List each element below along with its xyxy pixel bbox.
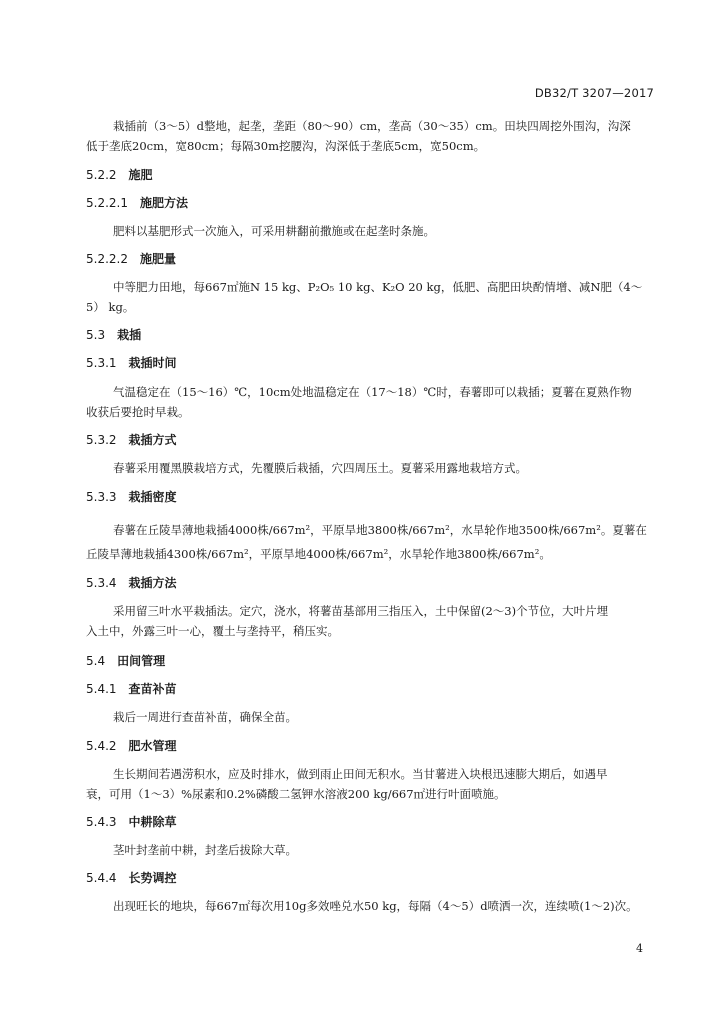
heading-5-3-1 <box>86 354 177 371</box>
standard-code: DB32/T 3207—2017 <box>534 86 654 100</box>
paragraph-fertilizing-method <box>86 221 656 241</box>
heading-5-3-3 <box>86 488 177 505</box>
paragraph-line: 采用留三叶水平栽插法。定穴，浇水，将薯苗基部用三指压入，土中保留(2～3)个节位，大叶片埋 <box>113 604 609 618</box>
paragraph-line: 生长期间若遇涝积水，应及时排水，做到雨止田间无积水。当甘薯进入块根迅速膨大期后，如遇早 <box>113 767 608 781</box>
heading-5-2-2 <box>86 166 153 183</box>
heading-title: 栽插方式 <box>128 433 177 447</box>
page-number: 4 <box>636 942 643 955</box>
paragraph-planting-style <box>86 458 656 478</box>
paragraph-water-fertilizer <box>86 764 656 804</box>
paragraph-line: 收获后要抢时早栽。 <box>86 405 190 419</box>
paragraph-line: 茎叶封垄前中耕，封垄后拔除大草。 <box>113 843 297 857</box>
heading-title: 施肥量 <box>139 252 176 266</box>
heading-number: 5.3.4 <box>86 576 117 590</box>
heading-title: 栽插 <box>117 328 142 342</box>
heading-title: 施肥方法 <box>139 196 188 210</box>
paragraph-line: 肥料以基肥形式一次施入，可采用耕翻前撒施或在起垄时条施。 <box>113 224 435 238</box>
heading-number: 5.3 <box>86 328 106 342</box>
paragraph-line: 入土中，外露三叶一心，覆土与垄持平，稍压实。 <box>86 624 339 638</box>
paragraph-line: 气温稳定在（15～16）℃，10cm处地温稳定在（17～18）℃时，春薯即可以栽插；夏薯在夏熟作物 <box>113 385 632 399</box>
paragraph-line: 低于垄底20cm，宽80cm；每隔30m挖腰沟，沟深低于垄底5cm，宽50cm。 <box>86 139 486 153</box>
heading-title: 查苗补苗 <box>128 682 177 696</box>
heading-number: 5.4 <box>86 654 106 668</box>
paragraph-line: 春薯在丘陵旱薄地栽插4000株/667m²，平原旱地3800株/667m²，水旱轮作地3500株/667m²。夏薯在 <box>113 523 647 537</box>
heading-title: 栽插方法 <box>128 576 177 590</box>
heading-title: 肥水管理 <box>128 739 177 753</box>
heading-number: 5.2.2 <box>86 168 117 182</box>
paragraph-growth-control <box>86 896 656 916</box>
heading-number: 5.4.4 <box>86 871 117 885</box>
paragraph-weeding <box>86 840 656 860</box>
heading-title: 田间管理 <box>117 654 166 668</box>
heading-5-4 <box>86 652 165 669</box>
paragraph-planting-density <box>86 518 656 566</box>
heading-5-3-2 <box>86 431 177 448</box>
heading-title: 栽插密度 <box>128 490 177 504</box>
paragraph-ridging <box>86 116 656 156</box>
paragraph-line: 春薯采用覆黑膜栽培方式，先覆膜后栽插，穴四周压土。夏薯采用露地栽培方式。 <box>113 461 527 475</box>
paragraph-line: 中等肥力田地，每667㎡施N 15 kg、P₂O₅ 10 kg、K₂O 20 kg，低肥、高肥田块酌情增、减N肥（4～ <box>113 280 643 294</box>
heading-5-2-2-1 <box>86 194 188 211</box>
paragraph-line: 衰，可用（1～3）%尿素和0.2%磷酸二氢钾水溶液200 kg/667㎡进行叶面喷施。 <box>86 787 506 801</box>
heading-5-4-2 <box>86 737 177 754</box>
paragraph-check-seedlings <box>86 707 656 727</box>
paragraph-line: 丘陵旱薄地栽插4300株/667m²，平原旱地4000株/667m²，水旱轮作地3800株/667m²。 <box>86 547 551 561</box>
heading-title: 中耕除草 <box>128 815 177 829</box>
paragraph-fertilizer-amount <box>86 277 656 317</box>
heading-title: 栽插时间 <box>128 356 177 370</box>
heading-number: 5.4.3 <box>86 815 117 829</box>
heading-title: 施肥 <box>128 168 153 182</box>
heading-number: 5.3.1 <box>86 356 117 370</box>
heading-number: 5.3.3 <box>86 490 117 504</box>
paragraph-planting-method <box>86 601 656 641</box>
paragraph-planting-time <box>86 382 656 422</box>
heading-number: 5.4.1 <box>86 682 117 696</box>
paragraph-line: 出现旺长的地块，每667㎡每次用10g多效唑兑水50 kg，每隔（4～5）d喷洒一次，连续喷(1～2)次。 <box>113 899 638 913</box>
paragraph-line: 栽插前（3～5）d整地，起垄，垄距（80～90）cm，垄高（30～35）cm。田块四周挖外围沟，沟深 <box>113 119 631 133</box>
paragraph-line: 5） kg。 <box>86 300 135 314</box>
heading-5-3 <box>86 326 141 343</box>
heading-5-4-4 <box>86 869 177 886</box>
heading-5-3-4 <box>86 574 177 591</box>
heading-number: 5.2.2.1 <box>86 196 128 210</box>
heading-number: 5.2.2.2 <box>86 252 128 266</box>
heading-5-4-3 <box>86 813 177 830</box>
heading-5-4-1 <box>86 680 177 697</box>
heading-title: 长势调控 <box>128 871 177 885</box>
heading-number: 5.4.2 <box>86 739 117 753</box>
heading-number: 5.3.2 <box>86 433 117 447</box>
heading-5-2-2-2 <box>86 250 176 267</box>
paragraph-line: 栽后一周进行查苗补苗，确保全苗。 <box>113 710 297 724</box>
